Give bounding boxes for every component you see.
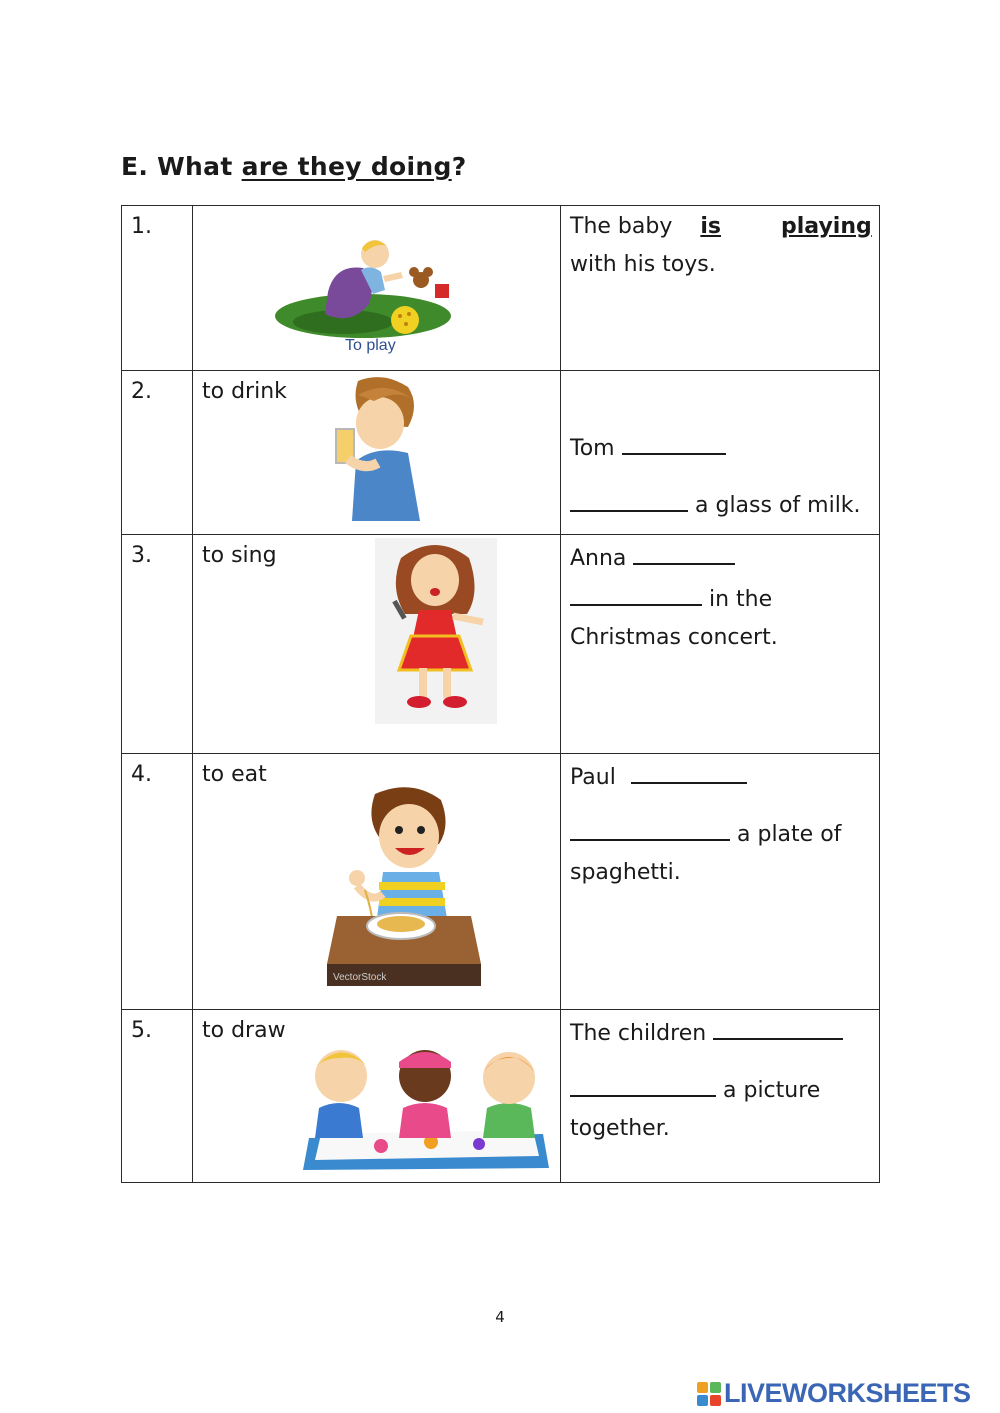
sentence-line <box>570 537 871 578</box>
answer-is: is <box>700 214 721 239</box>
boy-drinking-illustration <box>328 375 428 521</box>
picture-cell <box>193 1010 561 1183</box>
row-number: 3. <box>131 543 152 568</box>
sentence-start: The baby <box>570 214 673 239</box>
title-prefix: E. What <box>121 152 242 181</box>
picture-cell <box>193 371 561 535</box>
picture-cell <box>193 754 561 1010</box>
sentence-line-2 <box>570 578 871 619</box>
sentence-line-2 <box>570 813 871 854</box>
verb-label: to eat <box>202 762 267 787</box>
row-number: 4. <box>131 762 152 787</box>
sentence-line <box>570 1012 871 1053</box>
sentence-line <box>570 756 871 797</box>
answer-blank[interactable] <box>633 537 735 565</box>
table-row <box>122 535 880 754</box>
row-number: 5. <box>131 1018 152 1043</box>
answer-blank[interactable] <box>570 1069 716 1097</box>
verb-label: to sing <box>202 543 277 568</box>
exercise-table <box>121 205 880 1183</box>
sentence-line-3: Christmas concert. <box>570 625 778 650</box>
row-number-cell <box>122 535 193 754</box>
sentence-cell <box>561 535 880 754</box>
sentence-rest: a glass of milk. <box>695 493 861 518</box>
girl-singing-illustration <box>375 538 497 724</box>
liveworksheets-brand[interactable] <box>697 1378 971 1409</box>
row-number: 2. <box>131 379 152 404</box>
page-number: 4 <box>495 1308 505 1326</box>
answer-blank[interactable] <box>570 578 702 606</box>
sentence-line-2: with his toys. <box>570 252 716 277</box>
sentence-cell <box>561 1010 880 1183</box>
sentence-line <box>570 208 871 246</box>
answer-blank[interactable] <box>622 427 726 455</box>
image-watermark: VectorStock <box>333 972 387 983</box>
children-drawing-illustration <box>301 1038 551 1170</box>
sentence-cell <box>561 371 880 535</box>
sentence-line-3: spaghetti. <box>570 860 681 885</box>
sentence-line <box>570 427 871 468</box>
verb-label: to draw <box>202 1018 286 1043</box>
row-number-cell <box>122 206 193 371</box>
image-caption: To play <box>345 337 396 354</box>
row-number-cell <box>122 371 193 535</box>
sentence-cell <box>561 754 880 1010</box>
sentence-subject: The children <box>570 1021 707 1046</box>
answer-blank[interactable] <box>631 756 747 784</box>
sentence-subject: Anna <box>570 546 627 571</box>
title-underlined: are they doing <box>241 152 452 181</box>
table-row <box>122 206 880 371</box>
table-row <box>122 371 880 535</box>
worksheet-title <box>121 152 467 181</box>
sentence-subject: Paul <box>570 765 616 790</box>
sentence-rest: a plate of <box>737 822 842 847</box>
title-suffix: ? <box>451 152 467 181</box>
table-row <box>122 1010 880 1183</box>
sentence-line-2 <box>570 1069 871 1110</box>
liveworksheets-logo-icon <box>697 1382 721 1406</box>
sentence-rest: a picture <box>723 1078 821 1103</box>
picture-cell <box>193 535 561 754</box>
sentence-cell <box>561 206 880 371</box>
brand-name: LIVEWORKSHEETS <box>724 1378 971 1408</box>
table-row <box>122 754 880 1010</box>
sentence-rest: in the <box>709 587 773 612</box>
verb-label: to drink <box>202 379 287 404</box>
row-number: 1. <box>131 214 152 239</box>
sentence-subject: Tom <box>570 436 615 461</box>
sentence-line-3: together. <box>570 1116 670 1141</box>
answer-playing: playing <box>780 214 872 239</box>
answer-blank[interactable] <box>570 484 688 512</box>
row-number-cell <box>122 1010 193 1183</box>
answer-blank[interactable] <box>713 1012 843 1040</box>
row-number-cell <box>122 754 193 1010</box>
sentence-line-2 <box>570 484 871 525</box>
boy-eating-illustration <box>321 786 487 990</box>
answer-blank[interactable] <box>570 813 730 841</box>
picture-cell <box>193 206 561 371</box>
